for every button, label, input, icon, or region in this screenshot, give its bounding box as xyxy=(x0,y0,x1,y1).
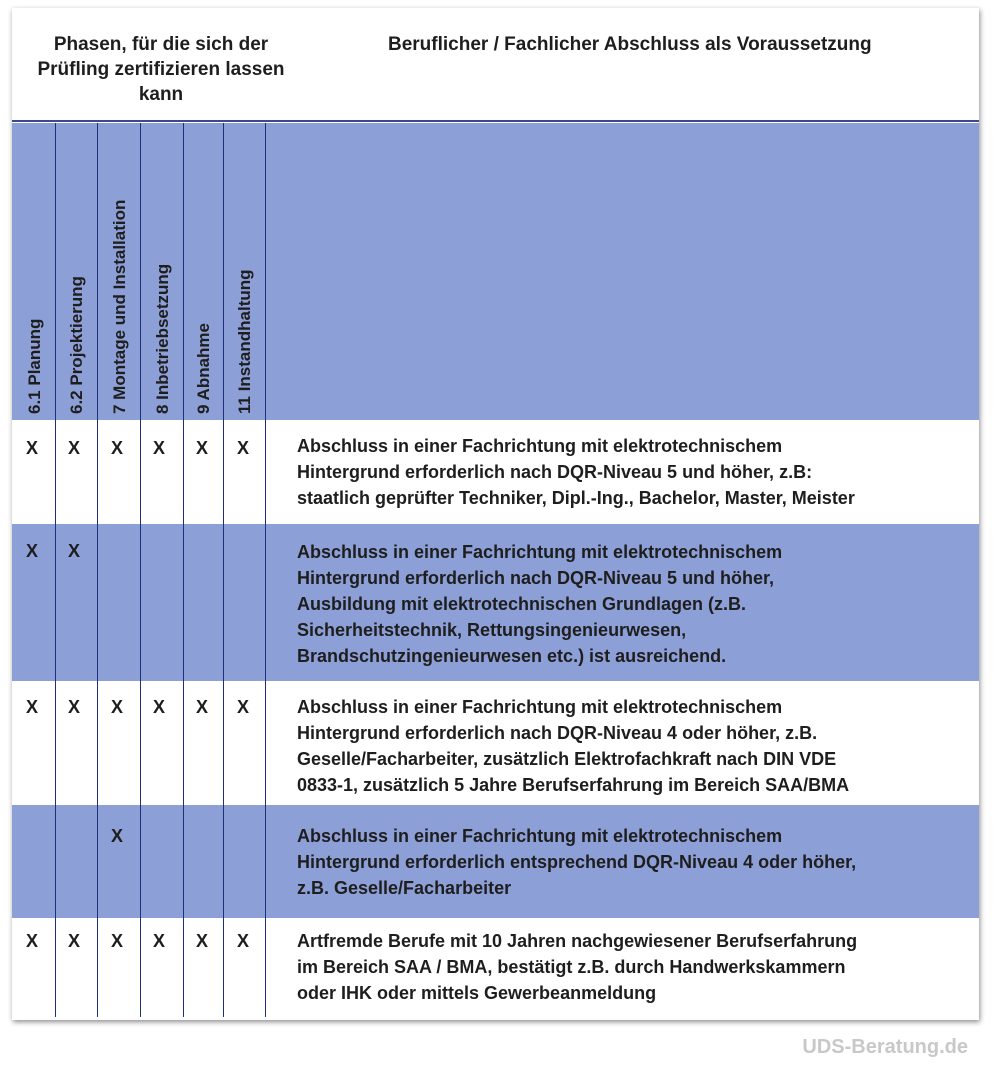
requirement-line: Hintergrund erforderlich entsprechend DQR-Niveau 4 oder höher, xyxy=(297,852,857,872)
column-divider xyxy=(223,123,224,1017)
requirement-text xyxy=(297,694,977,798)
phase-mark: X xyxy=(195,697,208,717)
column-divider xyxy=(97,123,98,1017)
phase-label-projektierung: 6.2 Projektierung xyxy=(67,276,86,414)
phases-title-line: kann xyxy=(138,84,184,105)
requirement-line: Abschluss in einer Fachrichtung mit elektrotechnischem xyxy=(297,697,783,717)
requirement-line: z.B. Geselle/Facharbeiter xyxy=(297,878,512,898)
phase-mark: X xyxy=(152,931,165,951)
requirement-line: Abschluss in einer Fachrichtung mit elektrotechnischem xyxy=(297,826,783,846)
phase-mark: X xyxy=(152,438,165,458)
requirement-line: Sicherheitstechnik, Rettungsingenieurwesen, xyxy=(297,620,687,640)
phase-mark: X xyxy=(67,697,80,717)
requirements-table xyxy=(12,8,979,1020)
requirement-line: Brandschutzingenieurwesen etc.) ist ausreichend. xyxy=(297,646,727,666)
phase-mark: X xyxy=(25,931,38,951)
requirement-line: Abschluss in einer Fachrichtung mit elektrotechnischem xyxy=(297,542,783,562)
phase-mark: X xyxy=(25,541,38,561)
phase-mark: X xyxy=(152,697,165,717)
requirement-line: oder IHK oder mittels Gewerbeanmeldung xyxy=(297,983,657,1003)
phase-label-abnahme: 9 Abnahme xyxy=(194,322,213,414)
phase-mark: X xyxy=(110,438,123,458)
requirement-text xyxy=(297,823,977,901)
requirement-line: im Bereich SAA / BMA, bestätigt z.B. durch Handwerkskammern xyxy=(297,957,846,977)
phase-label-planung: 6.1 Planung xyxy=(25,318,44,414)
requirement-text xyxy=(297,433,977,511)
phase-label-montage: 7 Montage und Installation xyxy=(110,199,129,414)
phase-mark: X xyxy=(67,931,80,951)
phase-mark: X xyxy=(110,826,123,846)
phase-mark: X xyxy=(110,697,123,717)
column-divider xyxy=(265,123,266,1017)
phase-label-instandhaltung: 11 Instandhaltung xyxy=(235,269,254,414)
phase-mark: X xyxy=(195,438,208,458)
phase-mark: X xyxy=(25,697,38,717)
requirement-text xyxy=(297,539,977,669)
phase-mark: X xyxy=(25,438,38,458)
requirement-text xyxy=(297,928,977,1006)
phase-mark: X xyxy=(67,438,80,458)
column-divider xyxy=(183,123,184,1017)
phase-label-inbetriebsetzung: 8 Inbetriebsetzung xyxy=(153,263,172,414)
requirement-line: Abschluss in einer Fachrichtung mit elektrotechnischem xyxy=(297,436,783,456)
phases-column-title xyxy=(12,32,310,107)
requirement-line: 0833-1, zusätzlich 5 Jahre Berufserfahrung im Bereich SAA/BMA xyxy=(297,775,850,795)
requirement-line: Hintergrund erforderlich nach DQR-Niveau 5 und höher, xyxy=(297,568,775,588)
phase-mark: X xyxy=(67,541,80,561)
phase-mark: X xyxy=(236,697,249,717)
phase-mark: X xyxy=(236,438,249,458)
phase-mark: X xyxy=(110,931,123,951)
table-header xyxy=(12,8,979,122)
column-divider xyxy=(140,123,141,1017)
requirement-line: Hintergrund erforderlich nach DQR-Niveau 4 oder höher, z.B. xyxy=(297,723,818,743)
watermark: UDS-Beratung.de xyxy=(802,1036,968,1058)
requirement-line: Ausbildung mit elektrotechnischen Grundlagen (z.B. xyxy=(297,594,747,614)
column-divider xyxy=(55,123,56,1017)
requirement-line: Artfremde Berufe mit 10 Jahren nachgewiesener Berufserfahrung xyxy=(297,931,858,951)
phase-mark: X xyxy=(236,931,249,951)
requirement-line: staatlich geprüfter Techniker, Dipl.-Ing., Bachelor, Master, Meister xyxy=(297,488,855,508)
phase-mark: X xyxy=(195,931,208,951)
requirement-column-title: Beruflicher / Fachlicher Abschluss als Voraussetzung xyxy=(388,34,872,55)
phases-title-line: Phasen, für die sich der xyxy=(53,34,269,55)
requirement-line: Geselle/Facharbeiter, zusätzlich Elektrofachkraft nach DIN VDE xyxy=(297,749,837,769)
phases-title-line: Prüfling zertifizieren lassen xyxy=(37,59,285,80)
requirement-line: Hintergrund erforderlich nach DQR-Niveau 5 und höher, z.B: xyxy=(297,462,813,482)
